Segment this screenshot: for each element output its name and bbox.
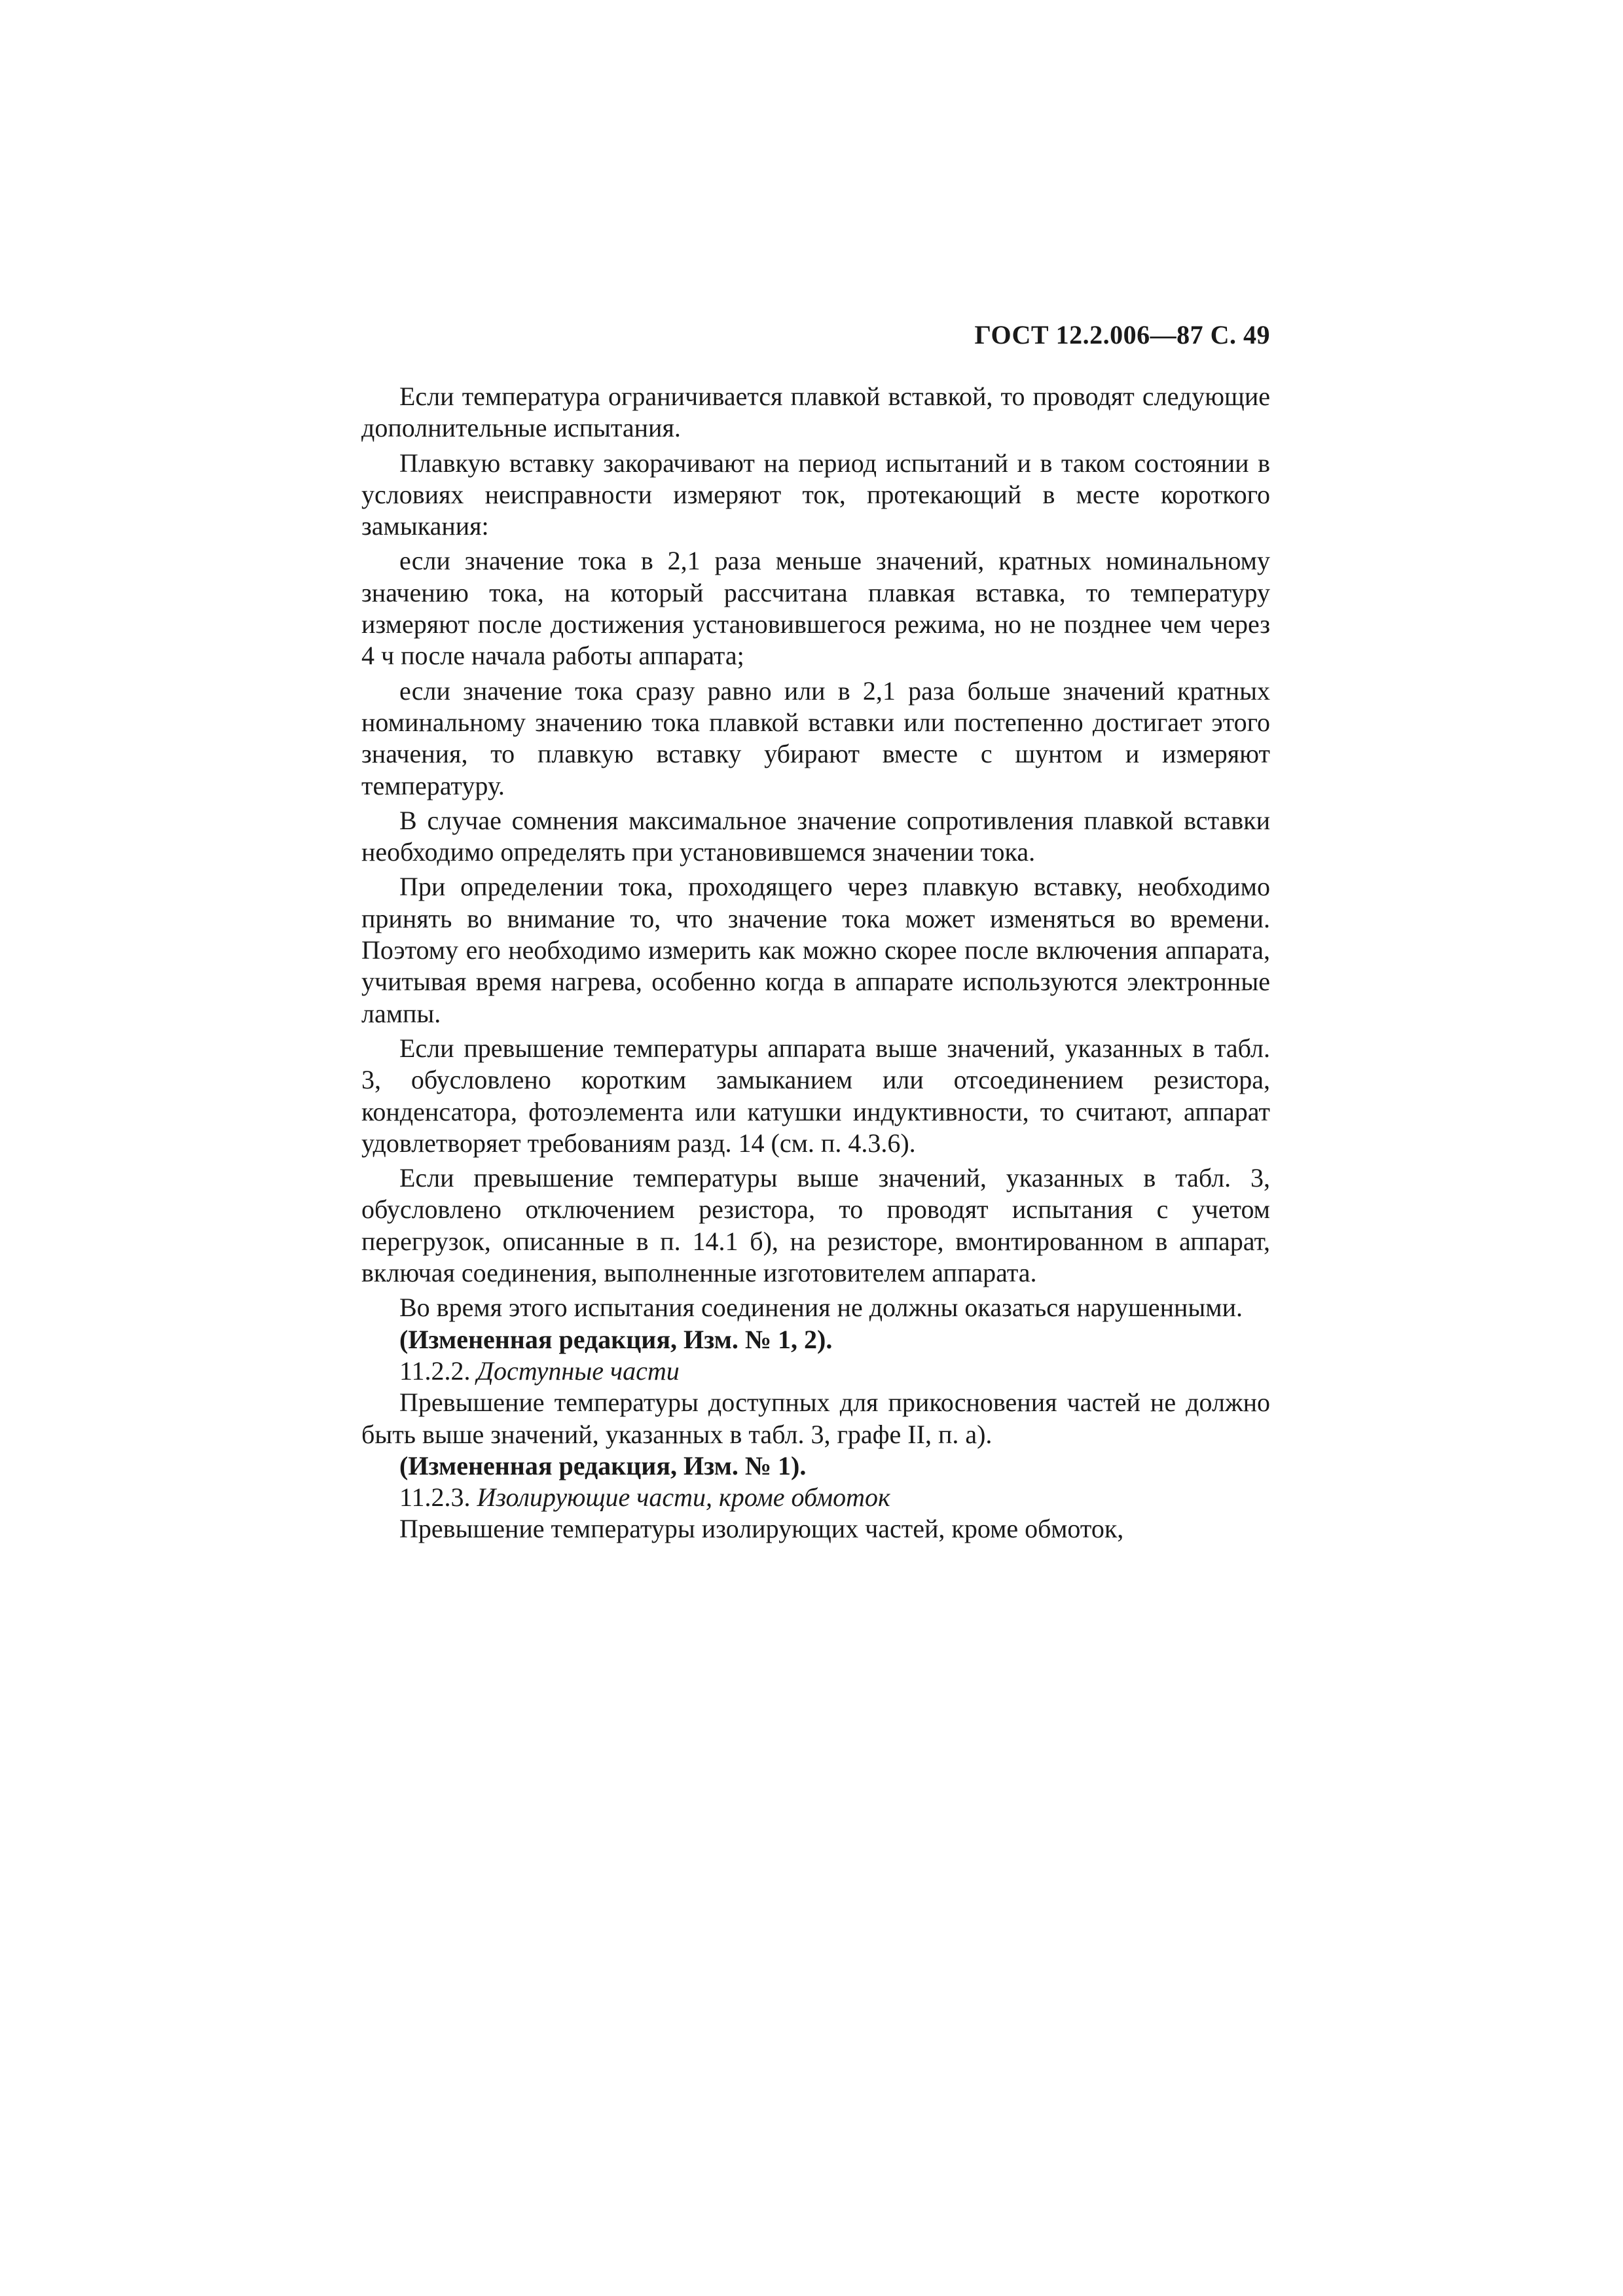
section-heading-11-2-2	[361, 1355, 1270, 1387]
section-number: 11.2.3.	[399, 1482, 471, 1513]
section-number: 11.2.2.	[399, 1355, 471, 1386]
paragraph: Если температура ограничивается плавкой вставкой, то проводят следующие дополнительные испытания.	[361, 382, 1270, 443]
section-title: Изолирующие части, кроме обмоток	[477, 1482, 890, 1513]
paragraph: Во время этого испытания соединения не должны оказаться нарушенными.	[399, 1293, 1243, 1323]
paragraph: Превышение температуры изолирующих частей, кроме обмоток,	[399, 1514, 1124, 1544]
paragraph: Если превышение температуры выше значений, указанных в табл. 3, обусловлено отключением резистора, то проводят испытания с учетом перегрузок, описанные в п. 14.1 б), на резисторе, вмонтированном в аппарат, включая соединения, выполненные изготовителем аппарата.	[361, 1163, 1270, 1288]
document-body	[361, 381, 1270, 1545]
paragraph: При определении тока, проходящего через плавкую вставку, необходимо принять во внимание то, что значение тока может изменяться во времени. Поэтому его необходимо измерить как можно скорее после включения аппарата, учитывая время нагрева, особенно когда в аппарате используются электронные лампы.	[361, 872, 1270, 1028]
paragraph: Превышение температуры доступных для прикосновения частей не должно быть выше значений, указанных в табл. 3, графе II, п. а).	[361, 1388, 1270, 1449]
section-title: Доступные части	[477, 1355, 680, 1386]
paragraph: Плавкую вставку закорачивают на период испытаний и в таком состоянии в условиях неисправности измеряют ток, протекающий в месте короткого замыкания:	[361, 448, 1270, 541]
paragraph: Если превышение температуры аппарата выше значений, указанных в табл. 3, обусловлено коротким замыканием или отсоединением резистора, конденсатора, фотоэлемента или катушки индуктивности, то считают, аппарат удовлетворяет требованиям разд. 14 (см. п. 4.3.6).	[361, 1033, 1270, 1158]
paragraph: если значение тока сразу равно или в 2,1 раза больше значений кратных номинальному значению тока плавкой вставки или постепенно достигает этого значения, то плавкую вставку убирают вместе с шунтом и измеряют температуру.	[361, 675, 1270, 800]
amendment-note: (Измененная редакция, Изм. № 1, 2).	[399, 1324, 833, 1354]
section-heading-11-2-3	[361, 1482, 1270, 1513]
paragraph: В случае сомнения максимальное значение сопротивления плавкой вставки необходимо определять при установившемся значении тока.	[361, 805, 1270, 867]
running-header: ГОСТ 12.2.006—87 С. 49	[974, 320, 1270, 350]
amendment-note: (Измененная редакция, Изм. № 1).	[399, 1450, 807, 1480]
paragraph: если значение тока в 2,1 раза меньше значений, кратных номинальному значению тока, на который рассчитана плавкая вставка, то температуру измеряют после достижения установившегося режима, но не позднее чем через 4 ч после начала работы аппарата;	[361, 546, 1270, 671]
